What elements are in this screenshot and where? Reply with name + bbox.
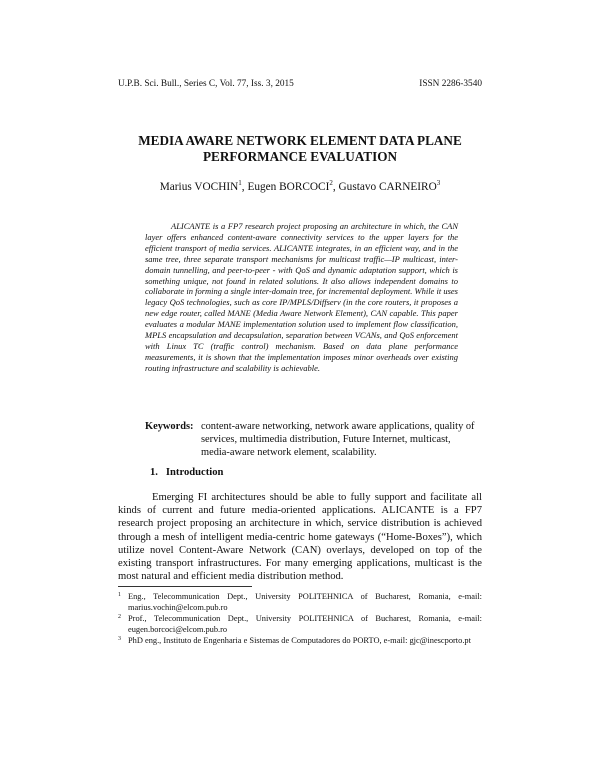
author-affiliation-mark: 2 bbox=[329, 179, 333, 188]
body-text: Emerging FI architectures should be able to fully support and facilitate all kinds of current and future media-oriented applications. ALICANTE is a FP7 research project proposing an architecture in which, service distribution is achieved through a mesh of intelligent media-centric home gateways (“Home-Boxes”), which utilize novel Content-Aware Network (CAN) overlays, developed on top of the existing transport infrastructures. For many emerging applications, multicast is the most natural and efficient media distribution method. bbox=[118, 492, 482, 583]
author-affiliation-mark: 1 bbox=[238, 179, 242, 188]
footnote-number: 1 bbox=[118, 592, 121, 598]
footnote-divider bbox=[118, 586, 252, 587]
author-separator: , bbox=[241, 181, 248, 193]
section-heading bbox=[150, 467, 450, 478]
abstract-text: ALICANTE is a FP7 research project proposing an architecture in which, the CAN layer offers enhanced content-aware connectivity services to the upper layers for the efficient transport of media services. ALICANTE integrates, in an efficient way, and in the same tree, three separate transport mechanisms for multicast traffic—IP multicast, inter-domain tunnelling, and peer-to-peer - with QoS and dynamic adaptation support, which is something unique, not found in related solutions. It also allows independent domains to collaborate in forming a single inter-domain tree, for incremental deployment. While it uses legacy QoS technologies, such as core IP/MPLS/Diffserv (in the core routers, it proposes a new edge router, called MANE (Media Aware Network Element), CAN capable. This paper evaluates a modular MANE implementation solution used to implement flow classification, MPLS encapsulation and decapsulation, separation between VCANs, and QoS enforcement with Linux TC (traffic control) mechanism. Based on data plane performance measurements, it is shown that the implementation imposes minor overheads over existing routing infrastructure and scalability is achievable. bbox=[145, 221, 458, 373]
author-separator: , bbox=[332, 181, 339, 193]
section-title: Introduction bbox=[165, 467, 224, 478]
journal-citation: U.P.B. Sci. Bull., Series C, Vol. 77, Iss. 3, 2015 bbox=[118, 79, 294, 89]
paper-title bbox=[100, 133, 500, 165]
issn: ISSN 2286-3540 bbox=[419, 79, 482, 89]
author-name: Marius VOCHIN bbox=[159, 181, 239, 193]
keywords-block bbox=[145, 420, 475, 460]
title-line-2: PERFORMANCE EVALUATION bbox=[202, 149, 398, 164]
footnote bbox=[118, 614, 482, 635]
footnotes bbox=[118, 592, 482, 648]
body-paragraph bbox=[118, 491, 482, 583]
author-name: Gustavo CARNEIRO bbox=[338, 181, 437, 193]
author-affiliation-mark: 3 bbox=[436, 179, 441, 188]
title-line-1: MEDIA AWARE NETWORK ELEMENT DATA PLANE bbox=[138, 133, 462, 148]
footnote bbox=[118, 636, 482, 647]
author-name: Eugen BORCOCI bbox=[247, 181, 330, 193]
footnote bbox=[118, 592, 482, 613]
author-list bbox=[100, 181, 500, 193]
footnote-text: Eng., Telecommunication Dept., University POLITEHNICA of Bucharest, Romania, e-mail: marius.vochin@elcom.pub.ro bbox=[128, 592, 482, 612]
section-number: 1. bbox=[150, 467, 158, 478]
keywords-label: Keywords: bbox=[145, 421, 194, 432]
footnote-text: Prof., Telecommunication Dept., University POLITEHNICA of Bucharest, Romania, e-mail: eugen.borcoci@elcom.pub.ro bbox=[128, 614, 482, 634]
footnote-number: 2 bbox=[118, 614, 121, 621]
keywords-text: content-aware networking, network aware applications, quality of services, multimedia distribution, Future Internet, multicast, media-aware network element, scalability. bbox=[201, 421, 475, 459]
abstract bbox=[145, 221, 458, 374]
footnote-number: 3 bbox=[118, 636, 121, 643]
footnote-text: PhD eng., Instituto de Engenharia e Sistemas de Computadores do PORTO, e-mail: gjc@inescporto.pt bbox=[128, 636, 471, 646]
